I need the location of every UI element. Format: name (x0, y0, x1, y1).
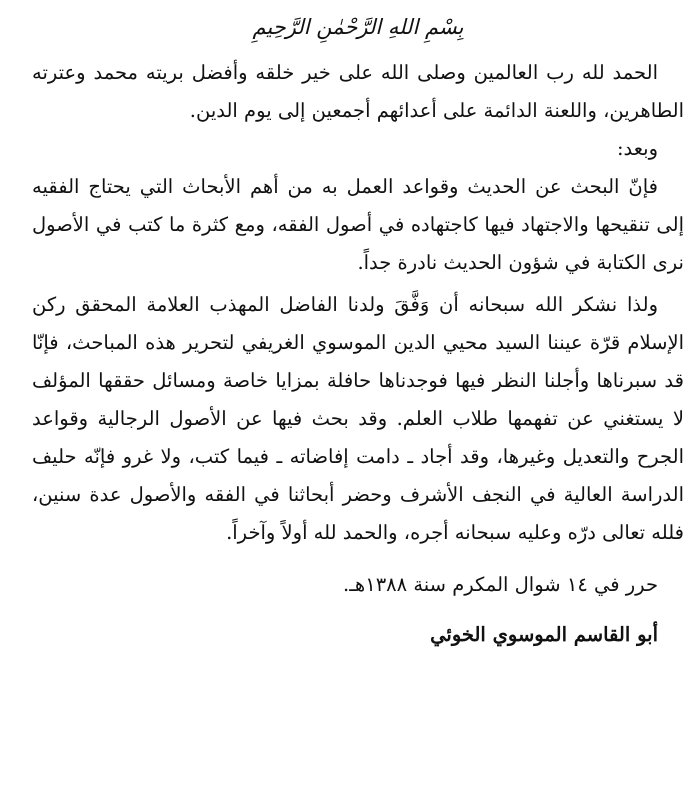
basmala-heading: بِسْمِ اللهِ الرَّحْمٰنِ الرَّحِيمِ (252, 15, 464, 39)
commendation-paragraph: ولذا نشكر الله سبحانه أن وَفَّقَ ولدنا الفاضل المهذب العلامة المحقق ركن الإسلام قرّة عيننا السيد محيي الدين الموسوي الغريفي لتحرير هذه المباحث، فإنّا قد سبرناها وأجلنا النظر فيها فوجدناها حافلة بمزايا خاصة ومسائل حققها المؤلف لا يستغني عن تفهمها طلاب العلم. وقد بحث فيها عن الأصول الرجالية وقواعد الجرح والتعديل وغيرها، وقد أجاد ـ دامت إفاضاته ـ فيما كتب، ولا غرو فإنّه حليف الدراسة العالية في النجف الأشرف وحضر أبحاثنا في الفقه والأصول عدة سنين، فلله تعالى درّه وعليه سبحانه أجره، والحمد لله أولاً وآخراً. (32, 293, 684, 544)
author-signature: أبو القاسم الموسوي الخوئي (430, 623, 658, 646)
date-line: حرر في ١٤ شوال المكرم سنة ١٣٨٨هـ. (343, 573, 658, 596)
importance-paragraph: فإنّ البحث عن الحديث وقواعد العمل به من أهم الأبحاث التي يحتاج الفقيه إلى تنقيحها والاجتهاد فيها كاجتهاده في أصول الفقه، ومع كثرة ما كتب في الأصول نرى الكتابة في شؤون الحديث نادرة جداً. (32, 175, 684, 274)
transition-paragraph: وبعد: (616, 137, 658, 160)
opening-praise-paragraph: الحمد لله رب العالمين وصلى الله على خير خلقه وأفضل بريته محمد وعترته الطاهرين، واللعنة الدائمة على أعدائهم أجمعين إلى يوم الدين. (32, 61, 684, 122)
